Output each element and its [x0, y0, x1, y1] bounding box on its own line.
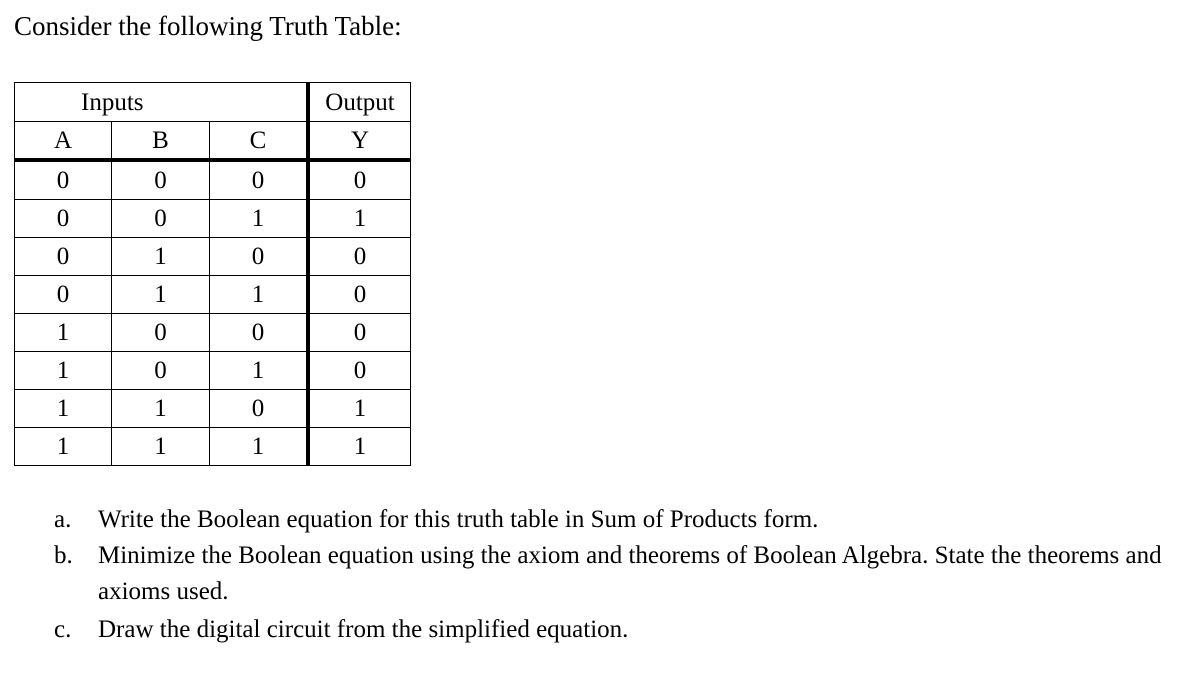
- table-row: [15, 276, 411, 314]
- table-row: [15, 160, 411, 200]
- question-marker: b.: [54, 542, 73, 569]
- cell-b: 0: [112, 314, 210, 352]
- cell-a: 0: [15, 238, 112, 276]
- cell-y: 0: [308, 352, 411, 390]
- question-b: [54, 538, 1178, 610]
- inputs-group-label: Inputs: [15, 83, 210, 122]
- cell-y: 1: [308, 390, 411, 428]
- cell-b: 0: [112, 200, 210, 238]
- table-row: [15, 352, 411, 390]
- output-group-label: Output: [308, 83, 411, 122]
- table-row: [15, 238, 411, 276]
- cell-c: 1: [210, 276, 309, 314]
- table-row: [15, 390, 411, 428]
- cell-y: 1: [308, 428, 411, 466]
- cell-c: 1: [210, 200, 309, 238]
- cell-y: 0: [308, 160, 411, 200]
- table-row: [15, 314, 411, 352]
- cell-c: 1: [210, 428, 309, 466]
- page-heading: Consider the following Truth Table:: [14, 11, 402, 41]
- cell-b: 0: [112, 352, 210, 390]
- cell-a: 0: [15, 200, 112, 238]
- cell-b: 1: [112, 428, 210, 466]
- column-header-c: C: [210, 122, 309, 161]
- cell-a: 1: [15, 314, 112, 352]
- cell-c: 0: [210, 160, 309, 200]
- question-text: Minimize the Boolean equation using the axiom and theorems of Boolean Algebra. State the theorems and axioms used.: [98, 542, 1162, 605]
- cell-b: 1: [112, 238, 210, 276]
- question-marker: c.: [54, 616, 72, 643]
- column-header-b: B: [112, 122, 210, 161]
- cell-y: 0: [308, 238, 411, 276]
- table-row: [15, 200, 411, 238]
- cell-a: 1: [15, 352, 112, 390]
- table-header-row: [15, 122, 411, 161]
- cell-b: 0: [112, 160, 210, 200]
- cell-a: 0: [15, 276, 112, 314]
- cell-a: 1: [15, 390, 112, 428]
- cell-y: 0: [308, 314, 411, 352]
- cell-a: 1: [15, 428, 112, 466]
- cell-a: 0: [15, 160, 112, 200]
- question-list: [54, 502, 1178, 648]
- column-header-a: A: [15, 122, 112, 161]
- cell-b: 1: [112, 390, 210, 428]
- table-group-header-row: [15, 83, 411, 122]
- cell-c: 0: [210, 238, 309, 276]
- cell-y: 0: [308, 276, 411, 314]
- question-a: [54, 502, 1178, 538]
- question-marker: a.: [54, 506, 72, 533]
- cell-y: 1: [308, 200, 411, 238]
- question-text: Write the Boolean equation for this truth table in Sum of Products form.: [98, 506, 819, 533]
- column-header-y: Y: [308, 122, 411, 161]
- question-c: [54, 612, 1178, 648]
- truth-table: [14, 82, 411, 466]
- table-row: [15, 428, 411, 466]
- cell-c: 1: [210, 352, 309, 390]
- cell-b: 1: [112, 276, 210, 314]
- cell-c: 0: [210, 390, 309, 428]
- question-text: Draw the digital circuit from the simplified equation.: [98, 616, 629, 643]
- inputs-group-spacer: [210, 83, 309, 122]
- cell-c: 0: [210, 314, 309, 352]
